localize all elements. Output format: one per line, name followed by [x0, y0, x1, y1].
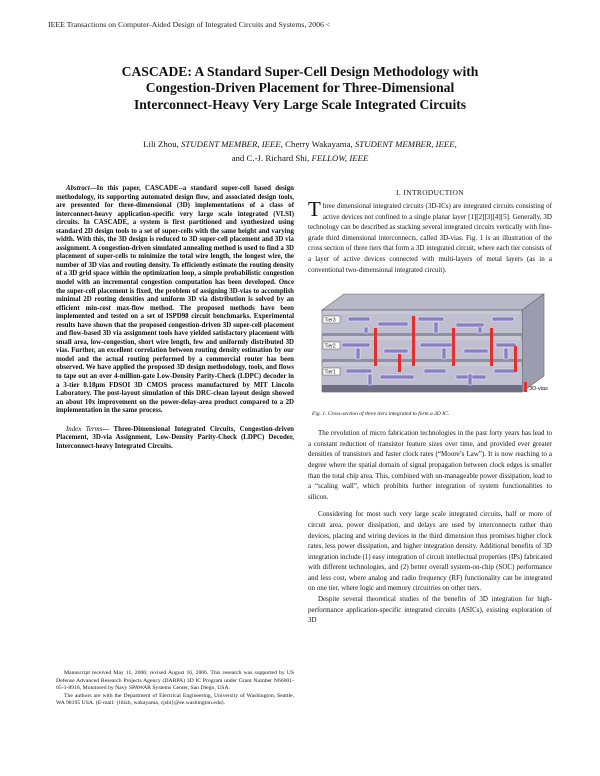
- abstract-label: Abstract: [66, 185, 90, 192]
- author-name: and C.-J. Richard Shi,: [231, 153, 312, 163]
- abstract: [56, 185, 294, 416]
- author-line: [60, 151, 540, 165]
- right-column: [308, 188, 552, 626]
- abstract-text: —In this paper, CASCADE--a standard super-cell based design methodology, its supporting automated design flow, and associated design tools, are presented for three-dimensional (3D) implementations of a class of interconnect-heavy application-specific very large scale integrated (VLSI) circuits. In CASCADE, a system is first partitioned and synthesized using standard 2D design tools to a set of super-cells with the same height and varying width. With this, the 3D design is reduced to 3D super-cell placement and 3D via assignment. A congestion-driven simulated annealing method is used to find a 3D placement of super-cells to minimize the total wire length, the longest wire, the number of 3D vias and routing density. To efficiently estimate the routing density of a 3D grid space within the optimization loop, a simple probabilistic congestion model with an incremental congestion computation has been developed. Once the super-cell placement is fixed, the problem of assigning 3D-vias to accomplish minimal 2D routing densities and uniform 3D via distribution is solved by an efficient min-cost max-flow method. The proposed methods have been implemented and tested on a set of ISPD98 circuit benchmarks. Experimental results have shown that the proposed congestion-driven 3D super-cell placement and flow-based 3D via assignment tools have yielded satisfactory placement with small area, low-congestion, short wire length, few and uniformly distributed 3D vias. Further, an excellent correlation between routing density estimation by our model and the actual routing performed by a commercial router has been observed. We have applied the proposed 3D design methodology, tools, and flows to tape out an over 4-million-gate Low-Density Parity-Check (LDPC) decoder in a 3-tier 0.18µm FDSOI 3D CMOS process manufactured by MIT Lincoln Laboratory. The post-layout simulation of this DRC-clean layout design showed an about 10x improvement on the power-delay-area product compared to a 2D implementation in the same process.: [56, 185, 294, 415]
- index-terms-text: — Three-Dimensional Integrated Circuits, Congestion-driven Placement, 3D-via Assignment, Low-Density Parity-Check (LDPC) Decoder, Interconnect-heavy Integrated Circuits.: [56, 425, 294, 450]
- paper-title: [60, 64, 540, 113]
- author-line: [60, 137, 540, 151]
- intro-paragraph: Considering for most such very large scale integrated circuits, half or more of circuit area, power dissipation, and delays are used by interconnects rather than devices, placing and wiring devices in the third dimension thus promises higher clock rates, less power dissipation, and higher integration density. Additional benefits of 3D integration include (1) easy integration of circuit intellectual properties (IPs) fabricated with different technologies, and (2) better overall system-on-chip (SOC) performance and less cost, where analog and radio frequency (RF) functionality can be integrated on one tier, where logic and memory circuitries on other tiers.: [308, 510, 552, 593]
- running-head: IEEE Transactions on Computer-Aided Design of Integrated Circuits and Systems, 2006 <: [48, 20, 331, 29]
- author-membership: STUDENT MEMBER, IEEE: [181, 139, 281, 149]
- author-name: Lili Zhou,: [143, 139, 181, 149]
- title-line: CASCADE: A Standard Super-Cell Design Methodology with: [121, 64, 479, 79]
- index-terms-label: Index Terms: [66, 425, 103, 433]
- tier1-substrate: [322, 385, 522, 392]
- footnotes: [56, 670, 294, 708]
- figure-3d-ic-cross-section: [308, 288, 552, 408]
- title-line: Congestion-Driven Placement for Three-Dimensional: [145, 80, 455, 96]
- 3d-via-legend-swatch: [524, 382, 527, 392]
- intro-paragraph: Despite several theoretical studies of the benefits of 3D integration for high-performance application-specific integrated circuits (ASICs), existing exploration of 3D: [308, 595, 552, 625]
- left-column: [56, 185, 294, 451]
- author-membership: STUDENT MEMBER, IEEE,: [354, 139, 457, 149]
- stack-top-face: [322, 294, 544, 310]
- tier2-label: Tier2: [324, 343, 336, 350]
- footnote-manuscript: Manuscript received May 11, 2006; revised August 16, 2006. This research was supported by US Defense Advanced Research Projects Agency (DARPA) 3D IC Program under Grant Number N66001-05-1-8918, Monitored by Navy SPAWAR Systems Center, San Diego, USA.: [56, 670, 294, 692]
- footnote-affiliation: The authors are with the Department of Electrical Engineering, University of Washington, Seattle, WA 98195 USA. (E-mail: {lilizh, wakayama, cjshi}@ee.washington.edu).: [56, 692, 294, 707]
- figure-caption: Fig. 1. Cross-section of three tiers integrated to form a 3D IC.: [312, 411, 450, 418]
- tier3-label: Tier3: [324, 317, 336, 324]
- cross-section-diagram: [308, 288, 552, 408]
- 3d-via-legend-label: 3D-vias: [529, 386, 548, 393]
- intro-paragraph: Three dimensional integrated circuits (3D-ICs) are integrated circuits consisting of active devices not confined to a single planar layer [1][2][3][4][5]. Generally, 3D technology can be described as stacking several integrated circuits vertically with fine-grade third dimensional interconnects, called 3D-vias. Fig. 1 is an illustration of the cross section of three tiers that form a 3D integrated circuit, where each tier consists of a layer of active devices connected with multi-layers of metal layers (as in a conventional two-dimensional integrated circuit).: [308, 197, 552, 274]
- tier1-label: Tier1: [324, 369, 336, 376]
- intro-paragraph: The revolution of micro fabrication technologies in the past forty years has lead to a constant reduction of transistor feature sizes over time, and provided ever greater densities of transistors and faster clock rates (“Moore’s Law”). It is now reaching to a degree where the spatial domain of signal propagation between clock edges is smaller than the total chip area. This, combined with un-manageable power dissipation, lead to a “scaling wall”, which prohibits further integration of system functionalities to silicon.: [308, 429, 552, 501]
- section-heading-introduction: I. INTRODUCTION: [396, 188, 464, 197]
- author-membership: FELLOW, IEEE: [311, 153, 369, 163]
- title-line: Interconnect-Heavy Very Large Scale Integrated Circuits: [133, 96, 467, 112]
- author-name: , Cherry Wakayama,: [280, 139, 355, 149]
- author-block: [60, 137, 540, 165]
- index-terms: [56, 426, 294, 452]
- stack-side-face: [522, 294, 544, 392]
